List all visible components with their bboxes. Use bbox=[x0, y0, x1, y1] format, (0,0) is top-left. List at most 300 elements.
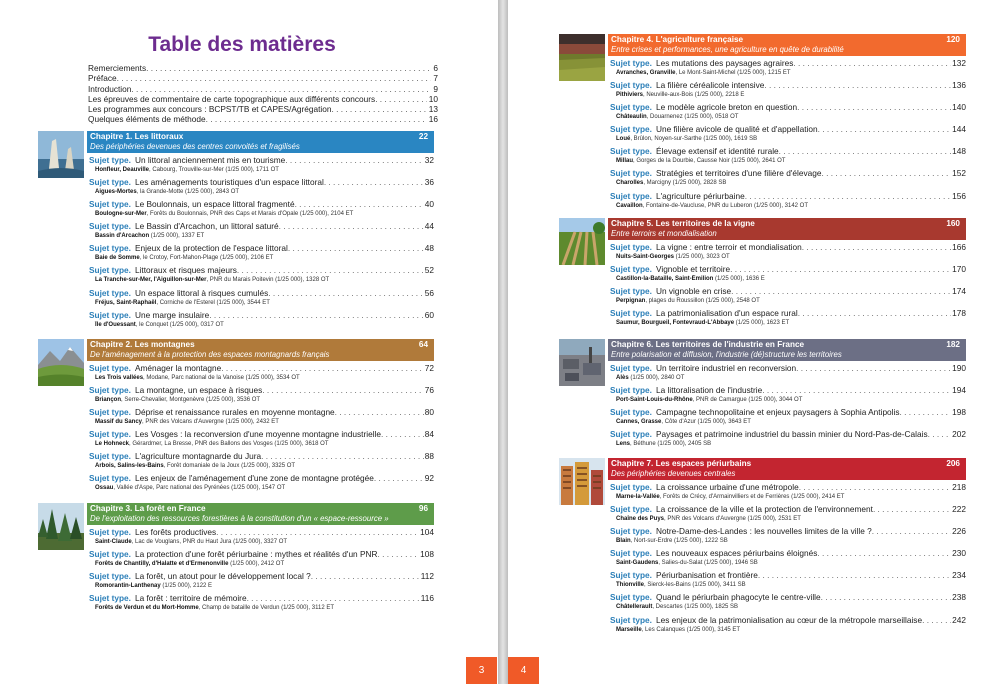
chapter-block bbox=[559, 458, 966, 637]
map-details: , Salies-du-Salat (1/25 000), 1946 SB bbox=[658, 560, 758, 567]
intro-entry-page: 6 bbox=[433, 63, 438, 73]
chapter-entries bbox=[608, 363, 966, 451]
subject-type-label: Sujet type. bbox=[610, 482, 652, 492]
toc-entry[interactable] bbox=[608, 308, 966, 330]
chapter-entries bbox=[608, 242, 966, 330]
toc-entry[interactable] bbox=[608, 124, 966, 146]
wheat-field-image bbox=[559, 34, 605, 81]
toc-entry-line bbox=[610, 570, 966, 581]
toc-entry-map-reference bbox=[610, 297, 966, 306]
chapter-title: Chapitre 2. Les montagnes bbox=[90, 340, 195, 349]
chapter-header[interactable] bbox=[608, 458, 966, 480]
toc-entry[interactable] bbox=[87, 363, 434, 385]
chapter-block bbox=[38, 503, 434, 615]
map-place-names: Pithiviers bbox=[616, 92, 644, 99]
map-place-names: Loué bbox=[616, 136, 631, 143]
toc-entry-page: 198 bbox=[952, 407, 966, 418]
chapter-subtitle: Entre polarisation et diffusion, l'industrie (dé)structure les territoires bbox=[611, 350, 842, 359]
subject-type-label: Sujet type. bbox=[610, 592, 652, 603]
toc-entry[interactable] bbox=[608, 286, 966, 308]
toc-entry-page: 218 bbox=[952, 482, 966, 492]
toc-entry-page: 194 bbox=[952, 385, 966, 396]
toc-entry-line bbox=[89, 593, 434, 604]
toc-entry-line bbox=[89, 571, 434, 582]
chapter-entries bbox=[87, 155, 434, 332]
subject-type-label: Sujet type. bbox=[610, 124, 652, 135]
dot-leader bbox=[311, 571, 420, 582]
toc-entry-title: La littoralisation de l'industrie bbox=[655, 385, 763, 396]
dot-leader bbox=[324, 177, 424, 188]
intro-entry-label: Quelques éléments de méthode bbox=[88, 114, 206, 125]
chapter-page: 22 bbox=[418, 132, 428, 141]
toc-entry-title: Le modèle agricole breton en question bbox=[655, 102, 798, 113]
toc-entry-page: 32 bbox=[424, 155, 434, 165]
map-place-names: Bassin d'Arcachon bbox=[95, 233, 150, 240]
subject-type-label: Sujet type. bbox=[89, 363, 131, 373]
toc-entry-title: Quand le périurbain phagocyte le centre-ville bbox=[655, 592, 821, 603]
toc-entry[interactable] bbox=[87, 310, 434, 332]
map-details: , Descartes (1/25 000), 1825 SB bbox=[652, 604, 739, 611]
chapter-title: Chapitre 6. Les territoires de l'industrie en France bbox=[611, 340, 805, 349]
dot-leader bbox=[758, 570, 951, 581]
dot-leader bbox=[762, 385, 951, 396]
chapter-header[interactable] bbox=[608, 339, 966, 361]
toc-entry-map-reference bbox=[89, 582, 434, 591]
toc-entry-title: Déprise et renaissance rurales en moyenne montagne bbox=[134, 407, 335, 418]
dot-leader bbox=[796, 363, 951, 374]
map-details: , Neuville-aux-Bois (1/25 000), 2218 E bbox=[643, 92, 745, 99]
intro-entry[interactable] bbox=[88, 94, 438, 104]
map-details: , PNR des Volcans d'Auvergne (1/25 000), 2531 ET bbox=[664, 516, 801, 523]
map-place-names: Nuits-Saint-Georges bbox=[616, 254, 675, 260]
toc-entry-page: 60 bbox=[424, 309, 434, 320]
chapter-page: 182 bbox=[946, 340, 960, 349]
toc-entry-line bbox=[610, 504, 966, 515]
map-details: , la Grande-Motte (1/25 000), 2843 OT bbox=[136, 189, 240, 196]
toc-entry[interactable] bbox=[87, 429, 434, 451]
toc-entry[interactable] bbox=[608, 264, 966, 286]
map-details: , PNR de Camargue (1/25 000), 3044 OT bbox=[692, 397, 803, 404]
toc-entry[interactable] bbox=[608, 407, 966, 429]
right-page bbox=[508, 0, 1005, 684]
toc-entry[interactable] bbox=[87, 243, 434, 265]
dot-leader bbox=[262, 385, 423, 396]
toc-entry-line bbox=[610, 146, 966, 157]
dot-leader bbox=[268, 288, 424, 299]
toc-entry-map-reference bbox=[610, 515, 966, 524]
chapter-subtitle: Des périphéries devenues centrales bbox=[611, 469, 736, 478]
chapter-entries bbox=[608, 58, 966, 213]
subject-type-label: Sujet type. bbox=[610, 504, 652, 515]
toc-entry-line bbox=[89, 407, 434, 418]
toc-entry-line bbox=[610, 124, 966, 135]
toc-entry-page: 72 bbox=[424, 363, 434, 373]
toc-entry-title: La croissance de la ville et la protection de l'environnement bbox=[655, 504, 873, 515]
intro-entry[interactable] bbox=[88, 84, 438, 94]
toc-entry[interactable] bbox=[608, 615, 966, 637]
toc-entry[interactable] bbox=[87, 265, 434, 287]
toc-entry-title: Une filière avicole de qualité et d'appellation bbox=[655, 124, 818, 135]
toc-entry-map-reference bbox=[610, 374, 966, 383]
toc-entry-line bbox=[610, 308, 966, 319]
map-details: , Corniche de l'Esterel (1/25 000), 3544 ET bbox=[156, 299, 270, 306]
subject-type-label: Sujet type. bbox=[610, 264, 652, 275]
map-place-names: Châtellerault bbox=[616, 604, 653, 611]
page-title: Table des matières bbox=[148, 33, 336, 56]
map-details: , Côte d'Azur (1/25 000), 3643 ET bbox=[661, 419, 751, 426]
intro-entry-page: 9 bbox=[433, 83, 438, 94]
chapter-page: 160 bbox=[946, 219, 960, 228]
subject-type-label: Sujet type. bbox=[89, 385, 131, 396]
toc-entry-title: Enjeux de la protection de l'espace littoral bbox=[134, 243, 288, 254]
toc-entry-page: 104 bbox=[420, 527, 434, 537]
toc-entry-page: 190 bbox=[952, 363, 966, 373]
intro-entry-page: 16 bbox=[428, 114, 438, 125]
toc-entry[interactable] bbox=[87, 593, 434, 615]
vineyard-image bbox=[559, 218, 605, 265]
intro-entry[interactable] bbox=[88, 114, 438, 124]
toc-entry-title: Les enjeux de la patrimonialisation au cœur de la métropole marseillaise bbox=[655, 614, 923, 625]
dot-leader bbox=[731, 286, 951, 297]
toc-entry-map-reference bbox=[89, 254, 434, 263]
toc-entry-map-reference bbox=[89, 604, 434, 613]
toc-entry-page: 40 bbox=[424, 199, 434, 210]
map-place-names: Castillon-la-Bataille, Saint-Émilion bbox=[616, 276, 714, 283]
industrial-site-image bbox=[559, 339, 605, 386]
toc-entry[interactable] bbox=[87, 527, 434, 549]
toc-entry[interactable] bbox=[87, 549, 434, 571]
map-place-names: Massif du Sancy bbox=[95, 419, 143, 426]
dot-leader bbox=[131, 84, 431, 94]
toc-entry-page: 84 bbox=[424, 429, 434, 440]
toc-entry-line bbox=[89, 221, 434, 232]
map-details: , Brûlon, Noyen-sur-Sarthe (1/25 000), 1619 SB bbox=[630, 136, 758, 143]
map-details: , Forêts de Crécy, d'Armainvilliers et de Ferrières (1/25 000), 2414 ET bbox=[659, 494, 845, 500]
toc-entry-map-reference bbox=[89, 210, 434, 219]
dot-leader bbox=[237, 265, 424, 276]
map-details: , Douarnenez (1/25 000), 0518 OT bbox=[646, 114, 739, 121]
toc-entry[interactable] bbox=[608, 58, 966, 80]
map-place-names: Forêts de Chantilly, d'Halatte et d'Ermenonville bbox=[95, 561, 229, 568]
dot-leader bbox=[802, 242, 951, 253]
map-details: , Nort-sur-Erdre (1/25 000), 1222 SB bbox=[630, 538, 728, 545]
forest-image bbox=[38, 503, 84, 550]
toc-entry-line bbox=[610, 264, 966, 275]
subject-type-label: Sujet type. bbox=[89, 571, 131, 582]
map-details: , PNR du Marais Poitevin (1/25 000), 1328 OT bbox=[206, 277, 330, 284]
map-details: (1/25 000), 1337 ET bbox=[149, 233, 205, 240]
intro-entry-label: Remerciements bbox=[88, 63, 147, 73]
toc-entry[interactable] bbox=[608, 592, 966, 614]
toc-entry-map-reference bbox=[610, 91, 966, 100]
dot-leader bbox=[335, 407, 424, 418]
toc-entry-page: 80 bbox=[424, 407, 434, 418]
toc-entry-page: 48 bbox=[424, 243, 434, 254]
map-details: (1/25 000), 2840 OT bbox=[628, 375, 685, 381]
toc-entry-page: 234 bbox=[952, 570, 966, 581]
toc-entry-page: 242 bbox=[952, 614, 966, 625]
chapter-subtitle: De l'exploitation des ressources forestières à la constitution d'un « espace-ressource » bbox=[90, 514, 389, 523]
toc-entry-map-reference bbox=[89, 299, 434, 308]
dot-leader bbox=[117, 73, 432, 83]
map-details: , Gorges de la Dourbie, Causse Noir (1/25 000), 2641 OT bbox=[633, 158, 786, 165]
subject-type-label: Sujet type. bbox=[89, 429, 131, 440]
map-details: , Lac de Vouglans, PNR du Haut Jura (1/25 000), 3327 OT bbox=[131, 539, 288, 545]
toc-entry[interactable] bbox=[87, 177, 434, 199]
chapter-block bbox=[559, 218, 966, 330]
chapter-subtitle: Des périphéries devenues des centres convoités et fragilisés bbox=[90, 142, 300, 151]
toc-entry[interactable] bbox=[608, 504, 966, 526]
map-place-names: Lens bbox=[616, 441, 631, 448]
dot-leader bbox=[730, 264, 951, 275]
intro-entry[interactable] bbox=[88, 63, 438, 73]
chapter-title: Chapitre 5. Les territoires de la vigne bbox=[611, 219, 755, 228]
toc-entry-map-reference bbox=[89, 560, 434, 569]
map-details: , Sierck-les-Bains (1/25 000), 3411 SB bbox=[644, 582, 746, 589]
toc-entry-line bbox=[89, 288, 434, 299]
toc-entry[interactable] bbox=[87, 155, 434, 177]
map-place-names: Île d'Ouessant bbox=[95, 321, 136, 328]
toc-entry-map-reference bbox=[610, 319, 966, 328]
map-place-names: Marseille bbox=[616, 626, 642, 633]
intro-entry-label: Les épreuves de commentaire de carte topographique aux différents concours bbox=[88, 93, 376, 104]
toc-entry-line bbox=[610, 242, 966, 253]
toc-entry[interactable] bbox=[608, 385, 966, 407]
toc-entry-page: 92 bbox=[424, 473, 434, 484]
toc-entry-page: 88 bbox=[424, 451, 434, 462]
chapter-entries bbox=[608, 482, 966, 637]
toc-entry-title: La filière céréalicole intensive bbox=[655, 80, 765, 91]
map-place-names: Avranches, Granville bbox=[616, 70, 676, 76]
dot-leader bbox=[206, 114, 427, 124]
map-details: (1/25 000), 1636 E bbox=[713, 276, 765, 283]
toc-entry-title: Une marge insulaire bbox=[134, 309, 210, 320]
toc-entry-title: Vignoble et territoire bbox=[655, 264, 731, 275]
toc-entry-line bbox=[610, 592, 966, 603]
dot-leader bbox=[247, 593, 420, 604]
map-place-names: Ossau bbox=[95, 485, 114, 492]
chapter-header[interactable] bbox=[608, 34, 966, 56]
subject-type-label: Sujet type. bbox=[89, 309, 131, 320]
chapter-header[interactable] bbox=[87, 339, 434, 361]
map-details: (1/25 000), 2412 OT bbox=[228, 561, 285, 568]
subject-type-label: Sujet type. bbox=[89, 527, 131, 537]
subject-type-label: Sujet type. bbox=[610, 407, 652, 418]
intro-entry[interactable] bbox=[88, 104, 438, 114]
toc-entry-page: 132 bbox=[952, 58, 966, 68]
toc-entry-title: Les forêts productives bbox=[134, 527, 217, 537]
map-place-names: Cannes, Grasse bbox=[616, 419, 662, 426]
chapter-page: 206 bbox=[946, 459, 960, 468]
toc-entry-map-reference bbox=[610, 202, 966, 211]
toc-entry-page: 170 bbox=[952, 264, 966, 275]
map-details: , PNR des Volcans d'Auvergne (1/25 000), 2432 ET bbox=[142, 419, 279, 426]
toc-entry[interactable] bbox=[608, 548, 966, 570]
toc-entry-line bbox=[610, 548, 966, 559]
chapter-title: Chapitre 4. L'agriculture française bbox=[611, 35, 744, 44]
toc-entry[interactable] bbox=[608, 168, 966, 190]
intro-entry[interactable] bbox=[88, 73, 438, 83]
map-details: , Vallée d'Aspe, Parc national des Pyrénées (1/25 000), 1547 OT bbox=[113, 485, 286, 492]
toc-entry-map-reference bbox=[89, 276, 434, 285]
chapter-header[interactable] bbox=[87, 131, 434, 153]
toc-entry-line bbox=[610, 385, 966, 396]
dot-leader bbox=[821, 168, 951, 179]
dot-leader bbox=[872, 526, 951, 537]
toc-entry-map-reference bbox=[610, 157, 966, 166]
chapter-header[interactable] bbox=[87, 503, 434, 525]
toc-entry-line bbox=[89, 473, 434, 484]
chapter-block bbox=[38, 131, 434, 332]
toc-entry-title: Un vignoble en crise bbox=[655, 286, 732, 297]
toc-entry[interactable] bbox=[608, 429, 966, 451]
toc-entry-map-reference bbox=[610, 493, 966, 502]
toc-entry[interactable] bbox=[87, 451, 434, 473]
toc-entry[interactable] bbox=[87, 288, 434, 310]
toc-entry-title: Un littoral anciennement mis en tourisme bbox=[134, 155, 286, 165]
toc-entry-page: 112 bbox=[420, 571, 434, 582]
map-details: , Marcigny (1/25 000), 2828 SB bbox=[643, 180, 727, 187]
chapter-subtitle: De l'aménagement à la protection des espaces montagnards français bbox=[90, 350, 330, 359]
map-details: , Béthune (1/25 000), 2405 SB bbox=[630, 441, 712, 448]
toc-entry-line bbox=[89, 527, 434, 538]
subject-type-label: Sujet type. bbox=[89, 243, 131, 254]
toc-entry-page: 116 bbox=[420, 593, 434, 604]
map-details: , Fontaine-de-Vaucluse, PNR du Luberon (1/25 000), 3142 OT bbox=[642, 202, 809, 209]
map-place-names: Arbois, Salins-les-Bains bbox=[95, 463, 164, 470]
toc-entry-title: Littoraux et risques majeurs bbox=[134, 265, 237, 276]
subject-type-label: Sujet type. bbox=[610, 146, 652, 157]
toc-entry-page: 222 bbox=[952, 504, 966, 515]
toc-entry[interactable] bbox=[608, 242, 966, 264]
chapter-entries bbox=[87, 527, 434, 615]
subject-type-label: Sujet type. bbox=[610, 58, 652, 68]
map-place-names: Millau bbox=[616, 158, 634, 165]
toc-entry-line bbox=[89, 177, 434, 188]
toc-entry-line bbox=[89, 385, 434, 396]
toc-entry-page: 52 bbox=[424, 265, 434, 276]
urban-buildings-image bbox=[559, 458, 605, 505]
chapter-page: 64 bbox=[418, 340, 428, 349]
dot-leader bbox=[331, 104, 426, 114]
toc-entry-page: 36 bbox=[424, 177, 434, 188]
toc-entry-title: Notre-Dame-des-Landes : les nouvelles limites de la ville ? bbox=[655, 526, 872, 537]
toc-entry-title: Campagne technopolitaine et enjeux paysagers à Sophia Antipolis bbox=[655, 407, 900, 418]
toc-entry[interactable] bbox=[608, 191, 966, 213]
toc-entry-line bbox=[610, 102, 966, 113]
map-place-names: Forêts de Verdun et du Mort-Homme bbox=[95, 605, 199, 612]
toc-entry-map-reference bbox=[610, 113, 966, 122]
subject-type-label: Sujet type. bbox=[610, 385, 652, 396]
toc-entry[interactable] bbox=[87, 473, 434, 495]
chapter-header[interactable] bbox=[608, 218, 966, 240]
dot-leader bbox=[285, 155, 423, 166]
subject-type-label: Sujet type. bbox=[89, 549, 131, 560]
toc-entry-title: La forêt, un atout pour le développement local ? bbox=[134, 571, 311, 582]
coastal-cliffs-image bbox=[38, 131, 84, 178]
toc-entry-title: La protection d'une forêt périurbaine : mythes et réalités d'un PNR bbox=[134, 549, 378, 560]
chapter-title: Chapitre 7. Les espaces périurbains bbox=[611, 459, 752, 468]
toc-entry[interactable] bbox=[608, 102, 966, 124]
subject-type-label: Sujet type. bbox=[610, 102, 652, 113]
subject-type-label: Sujet type. bbox=[610, 308, 652, 319]
toc-entry-line bbox=[610, 526, 966, 537]
toc-entry-map-reference bbox=[610, 581, 966, 590]
toc-entry-map-reference bbox=[610, 440, 966, 449]
chapter-page: 96 bbox=[418, 504, 428, 513]
map-place-names: Saumur, Bourgueil, Fontevraud-L'Abbaye bbox=[616, 320, 735, 327]
page-number-right: 4 bbox=[508, 657, 539, 684]
toc-entry-title: Le Boulonnais, un espace littoral fragmenté bbox=[134, 199, 295, 210]
map-place-names: Perpignan bbox=[616, 298, 646, 305]
map-place-names: Saint-Claude bbox=[95, 539, 132, 545]
map-place-names: Saint-Gaudens bbox=[616, 560, 659, 567]
subject-type-label: Sujet type. bbox=[89, 265, 131, 276]
toc-entry-map-reference bbox=[610, 275, 966, 284]
map-details: , Champ de bataille de Verdun (1/25 000), 3112 ET bbox=[198, 605, 334, 612]
toc-entry[interactable] bbox=[608, 482, 966, 504]
map-details: , le Crotoy, Fort-Mahon-Plage (1/25 000), 2106 ET bbox=[139, 255, 274, 262]
chapter-block bbox=[559, 339, 966, 451]
toc-entry[interactable] bbox=[87, 199, 434, 221]
toc-entry[interactable] bbox=[87, 221, 434, 243]
subject-type-label: Sujet type. bbox=[610, 526, 652, 537]
toc-entry-page: 140 bbox=[952, 102, 966, 113]
toc-entry-page: 226 bbox=[952, 526, 966, 537]
toc-entry[interactable] bbox=[87, 385, 434, 407]
toc-entry[interactable] bbox=[608, 526, 966, 548]
chapter-page: 120 bbox=[946, 35, 960, 44]
chapter-title: Chapitre 1. Les littoraux bbox=[90, 132, 184, 141]
toc-entry-map-reference bbox=[89, 440, 434, 449]
dot-leader bbox=[216, 527, 419, 538]
intro-list bbox=[88, 63, 438, 125]
dot-leader bbox=[817, 548, 951, 559]
dot-leader bbox=[799, 482, 951, 493]
map-place-names: Cavaillon bbox=[616, 202, 643, 209]
toc-entry[interactable] bbox=[608, 146, 966, 168]
subject-type-label: Sujet type. bbox=[610, 286, 652, 297]
toc-entry[interactable] bbox=[608, 80, 966, 102]
subject-type-label: Sujet type. bbox=[610, 548, 652, 559]
toc-entry[interactable] bbox=[608, 570, 966, 592]
dot-leader bbox=[221, 363, 424, 374]
toc-entry-title: Les enjeux de l'aménagement d'une zone de montagne protégée bbox=[134, 473, 374, 484]
toc-entry-title: Les nouveaux espaces périurbains éloignés bbox=[655, 548, 818, 559]
dot-leader bbox=[928, 429, 952, 440]
toc-entry-title: Un territoire industriel en reconversion bbox=[655, 363, 797, 373]
subject-type-label: Sujet type. bbox=[89, 407, 131, 418]
toc-entry[interactable] bbox=[608, 363, 966, 385]
subject-type-label: Sujet type. bbox=[610, 614, 652, 625]
map-details: (1/25 000), 2122 E bbox=[160, 583, 213, 590]
dot-leader bbox=[288, 243, 424, 254]
toc-entry-title: Stratégies et territoires d'une filière d'élevage bbox=[655, 168, 822, 179]
map-place-names: La Tranche-sur-Mer, l'Aiguillon-sur-Mer bbox=[95, 277, 207, 284]
dot-leader bbox=[295, 199, 424, 210]
map-place-names: Fréjus, Saint-Raphaël bbox=[95, 299, 157, 306]
dot-leader bbox=[797, 102, 951, 113]
chapter-block bbox=[559, 34, 966, 213]
toc-entry[interactable] bbox=[87, 407, 434, 429]
intro-entry-page: 13 bbox=[428, 104, 438, 115]
toc-entry-map-reference bbox=[610, 135, 966, 144]
intro-entry-label: Les programmes aux concours : BCPST/TB et CAPES/Agrégation bbox=[88, 104, 332, 115]
toc-entry[interactable] bbox=[87, 571, 434, 593]
toc-entry-line bbox=[610, 191, 966, 202]
toc-entry-page: 178 bbox=[952, 308, 966, 319]
dot-leader bbox=[378, 549, 420, 560]
